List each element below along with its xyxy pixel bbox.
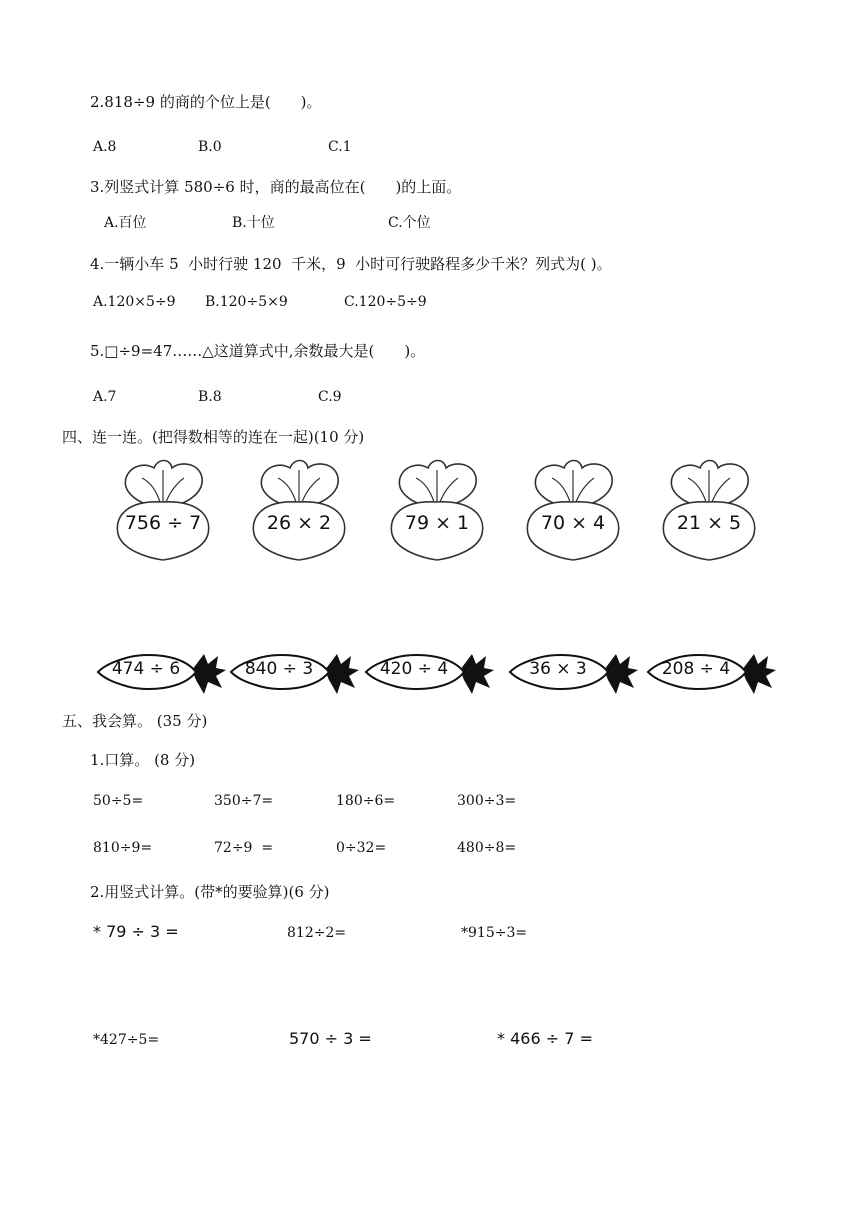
- question-2-option-b: B.0: [198, 139, 222, 155]
- oral-calc-item: 810÷9=: [93, 840, 153, 856]
- carrot-card[interactable]: [96, 646, 226, 698]
- question-2-option-a: A.8: [93, 139, 117, 155]
- radish-icon: [382, 456, 492, 561]
- carrot-label: 474 ÷ 6: [111, 659, 181, 679]
- vertical-calc-item: * 79 ÷ 3 =: [93, 922, 179, 941]
- oral-calc-item: 350÷7=: [214, 793, 274, 809]
- radish-icon: [654, 456, 764, 561]
- radish-label: 26 × 2: [266, 512, 332, 534]
- carrot-card[interactable]: [646, 646, 776, 698]
- question-5-option-a: A.7: [93, 389, 117, 405]
- question-4-option-a: A.120×5÷9: [93, 294, 176, 310]
- carrot-label: 420 ÷ 4: [379, 659, 449, 679]
- oral-calc-item: 50÷5=: [93, 793, 144, 809]
- radish-label: 79 × 1: [404, 512, 470, 534]
- question-5-option-b: B.8: [198, 389, 222, 405]
- oral-calc-heading: 1.口算。 (8 分): [90, 751, 196, 769]
- radish-card[interactable]: [518, 456, 628, 561]
- question-3-option-b: B.十位: [232, 215, 275, 231]
- radish-card[interactable]: [108, 456, 218, 561]
- radish-card[interactable]: [654, 456, 764, 561]
- vertical-calc-heading: 2.用竖式计算。(带*的要验算)(6 分): [90, 883, 330, 901]
- radish-card[interactable]: [244, 456, 354, 561]
- carrot-label: 840 ÷ 3: [244, 659, 314, 679]
- question-2-option-c: C.1: [328, 139, 352, 155]
- vertical-calc-item: 812÷2=: [287, 925, 347, 941]
- radish-icon: [108, 456, 218, 561]
- question-4-option-b: B.120÷5×9: [205, 294, 288, 310]
- question-3-option-a: A.百位: [104, 215, 147, 231]
- question-3-stem: 3.列竖式计算 580÷6 时，商的最高位在( )的上面。: [90, 178, 462, 196]
- section-4-heading: 四、连一连。(把得数相等的连在一起)(10 分): [62, 428, 365, 446]
- carrot-label: 208 ÷ 4: [661, 659, 731, 679]
- radish-icon: [518, 456, 628, 561]
- radish-label: 70 × 4: [540, 512, 606, 534]
- radish-label: 21 × 5: [676, 512, 742, 534]
- question-5-stem: 5.□÷9=47……△这道算式中,余数最大是( )。: [90, 342, 426, 360]
- oral-calc-item: 0÷32=: [336, 840, 387, 856]
- section-5-heading: 五、我会算。 (35 分): [62, 712, 208, 730]
- vertical-calc-item: *915÷3=: [461, 925, 528, 941]
- question-5-option-c: C.9: [318, 389, 342, 405]
- vertical-calc-item: 570 ÷ 3 =: [289, 1029, 372, 1048]
- carrot-card[interactable]: [229, 646, 359, 698]
- oral-calc-item: 72÷9 =: [214, 840, 274, 856]
- question-3-option-c: C.个位: [388, 215, 431, 231]
- carrot-card[interactable]: [508, 646, 638, 698]
- carrot-card[interactable]: [364, 646, 494, 698]
- vertical-calc-item: * 466 ÷ 7 =: [497, 1029, 593, 1048]
- question-2-stem: 2.818÷9 的商的个位上是( )。: [90, 93, 322, 111]
- question-4-stem: 4.一辆小车 5 小时行驶 120 千米，9 小时可行驶路程多少千米？列式为( )。: [90, 255, 612, 273]
- radish-icon: [244, 456, 354, 561]
- radish-card[interactable]: [382, 456, 492, 561]
- oral-calc-item: 180÷6=: [336, 793, 396, 809]
- oral-calc-item: 300÷3=: [457, 793, 517, 809]
- question-4-option-c: C.120÷5÷9: [344, 294, 427, 310]
- radish-label: 756 ÷ 7: [124, 512, 202, 534]
- oral-calc-item: 480÷8=: [457, 840, 517, 856]
- carrot-label: 36 × 3: [529, 659, 587, 679]
- vertical-calc-item: *427÷5=: [93, 1032, 160, 1048]
